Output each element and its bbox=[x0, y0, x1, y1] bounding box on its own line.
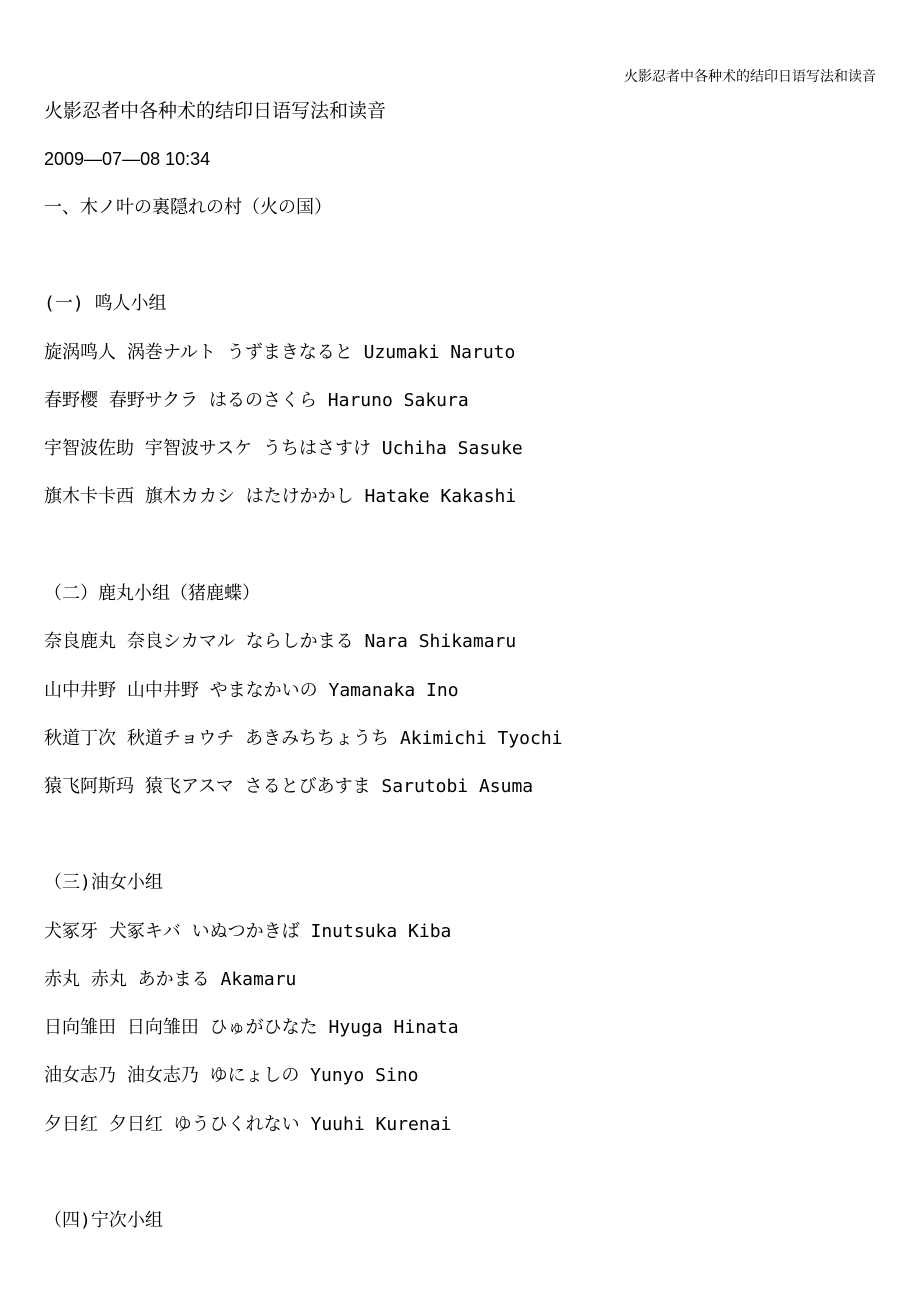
group-heading: （三)油女小组 bbox=[44, 872, 163, 893]
member-line: 山中井野 山中井野 やまなかいの Yamanaka Ino bbox=[44, 680, 459, 701]
member-line: 夕日红 夕日红 ゆうひくれない Yuuhi Kurenai bbox=[44, 1114, 452, 1135]
member-line: 秋道丁次 秋道チョウチ あきみちちょうち Akimichi Tyochi bbox=[44, 728, 563, 749]
member-line: 犬冢牙 犬冢キバ いぬつかきば Inutsuka Kiba bbox=[44, 921, 452, 942]
group-heading: （四)宁次小组 bbox=[44, 1210, 163, 1231]
post-date: 2009—07—08 10:34 bbox=[44, 149, 211, 169]
group-heading: (一) 鸣人小组 bbox=[44, 293, 167, 314]
chapter-heading: 一、木ノ叶の裏隠れの村（火の国） bbox=[44, 197, 332, 218]
member-line: 奈良鹿丸 奈良シカマル ならしかまる Nara Shikamaru bbox=[44, 631, 517, 652]
member-line: 旗木卡卡西 旗木カカシ はたけかかし Hatake Kakashi bbox=[44, 486, 517, 507]
document-title: 火影忍者中各种术的结印日语写法和读音 bbox=[44, 100, 387, 122]
member-line: 日向雏田 日向雏田 ひゅがひなた Hyuga Hinata bbox=[44, 1017, 459, 1038]
member-line: 赤丸 赤丸 あかまる Akamaru bbox=[44, 969, 297, 990]
member-line: 春野樱 春野サクラ はるのさくら Haruno Sakura bbox=[44, 390, 469, 411]
member-line: 油女志乃 油女志乃 ゆにょしの Yunyo Sino bbox=[44, 1065, 419, 1086]
member-line: 旋涡鸣人 涡巻ナルト うずまきなると Uzumaki Naruto bbox=[44, 342, 516, 363]
member-line: 宇智波佐助 宇智波サスケ うちはさすけ Uchiha Sasuke bbox=[44, 438, 523, 459]
member-line: 猿飞阿斯玛 猿飞アスマ さるとびあすま Sarutobi Asuma bbox=[44, 776, 534, 797]
group-heading: （二）鹿丸小组（猪鹿蝶） bbox=[44, 583, 260, 604]
running-header: 火影忍者中各种术的结印日语写法和读音 bbox=[624, 69, 876, 85]
